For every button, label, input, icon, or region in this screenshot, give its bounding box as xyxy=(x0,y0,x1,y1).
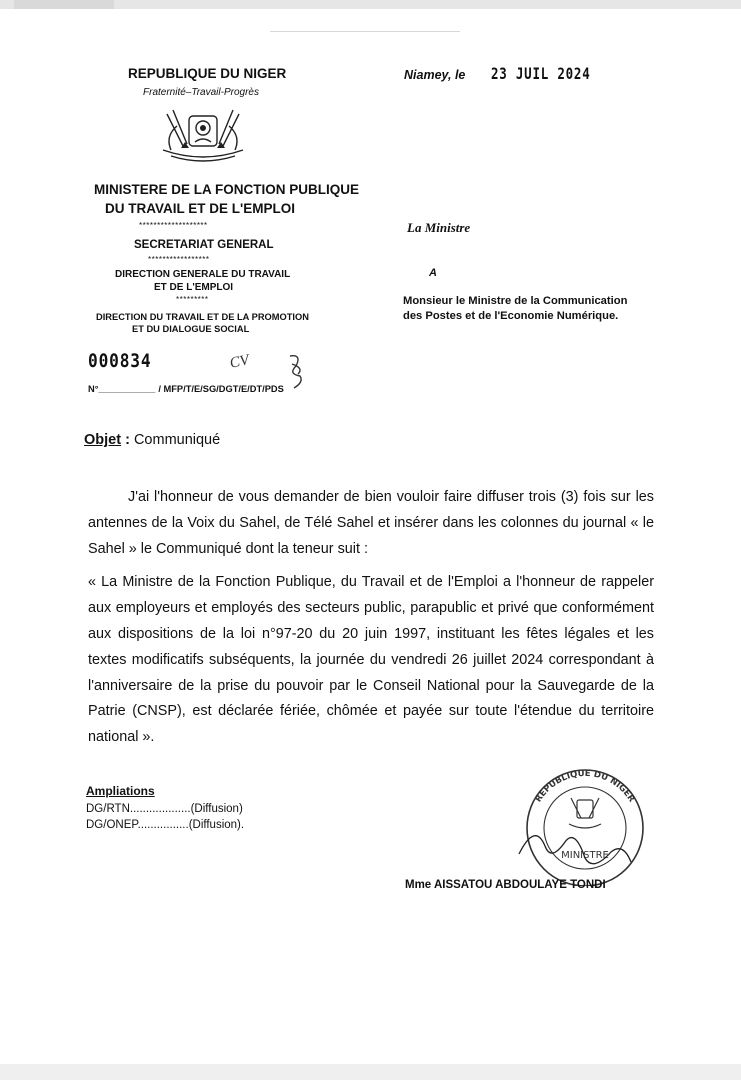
separator-stars: ******************* xyxy=(139,221,208,230)
scan-line xyxy=(270,31,460,32)
handwritten-initials: CV xyxy=(228,352,251,372)
recipient-line1: Monsieur le Ministre de la Communication xyxy=(403,295,628,307)
reference-number: 000834 xyxy=(88,350,152,372)
recipient-prefix: A xyxy=(429,267,437,279)
direction-generale-line2: ET DE L'EMPLOI xyxy=(154,282,234,293)
bottom-bar xyxy=(0,1064,741,1080)
direction-generale-line1: DIRECTION GENERALE DU TRAVAIL xyxy=(115,269,291,280)
ampliation-item: DG/ONEP................(Diffusion). xyxy=(86,819,245,831)
ministry-name-line1: MINISTERE DE LA FONCTION PUBLIQUE xyxy=(94,182,360,197)
body-paragraph-communique: « La Ministre de la Fonction Publique, du Travail et de l'Emploi a l'honneur de rappeler aux employeurs et employés des secteurs public, parapublic et privé que conformément aux dispositions de la loi n°97-20 du 20 juin 1997, instituant les fêtes légales et les textes modificatifs subséquents, la journée du vendredi 26 juillet 2024 correspondant à l'anniversaire de la prise du pouvoir par le Conseil National pour la Sauvegarde de la Patrie (CNSP), est déclarée fériée, chômée et payée sur toute l'étendue du territoire national ». xyxy=(88,574,654,746)
seal-ring-text: REPUBLIQUE DU NIGER xyxy=(533,768,637,805)
date-stamp: 23 JUIL 2024 xyxy=(491,64,591,83)
signatory-name: Mme AISSATOU ABDOULAYE TONDI xyxy=(405,879,606,891)
document-page xyxy=(0,9,741,1064)
recipient-line2: des Postes et de l'Economie Numérique. xyxy=(403,310,619,322)
national-motto: Fraternité–Travail-Progrès xyxy=(143,87,259,98)
separator-stars: ***************** xyxy=(148,255,210,264)
handwritten-mark-icon xyxy=(284,352,308,390)
secretariat-general: SECRETARIAT GENERAL xyxy=(134,239,274,251)
letter-object: Objet : Communiqué xyxy=(84,432,221,448)
direction-line1: DIRECTION DU TRAVAIL ET DE LA PROMOTION xyxy=(96,312,309,322)
country-name: REPUBLIQUE DU NIGER xyxy=(128,66,287,81)
date-place: Niamey, le xyxy=(404,68,466,82)
separator-stars: ********* xyxy=(176,295,209,304)
sender-title: La Ministre xyxy=(407,220,471,235)
reference-label: N°___________ / MFP/T/E/SG/DGT/E/DT/PDS xyxy=(88,384,284,394)
official-seal-stamp xyxy=(515,762,655,886)
ministry-name-line2: DU TRAVAIL ET DE L'EMPLOI xyxy=(105,201,295,216)
direction-line2: ET DU DIALOGUE SOCIAL xyxy=(132,324,250,334)
body-paragraph-request: J'ai l'honneur de vous demander de bien vouloir faire diffuser trois (3) fois sur les antennes de la Voix du Sahel, de Télé Sahel et insérer dans les colonnes du journal « le Sahel » le Communiqué dont la teneur suit : xyxy=(88,489,654,557)
letter-body xyxy=(88,485,654,751)
ampliations-title: Ampliations xyxy=(86,784,155,798)
coat-of-arms-emblem xyxy=(157,106,249,164)
seal-inner-text: MINISTRE xyxy=(561,850,609,861)
ampliation-item: DG/RTN...................(Diffusion) xyxy=(86,803,243,815)
